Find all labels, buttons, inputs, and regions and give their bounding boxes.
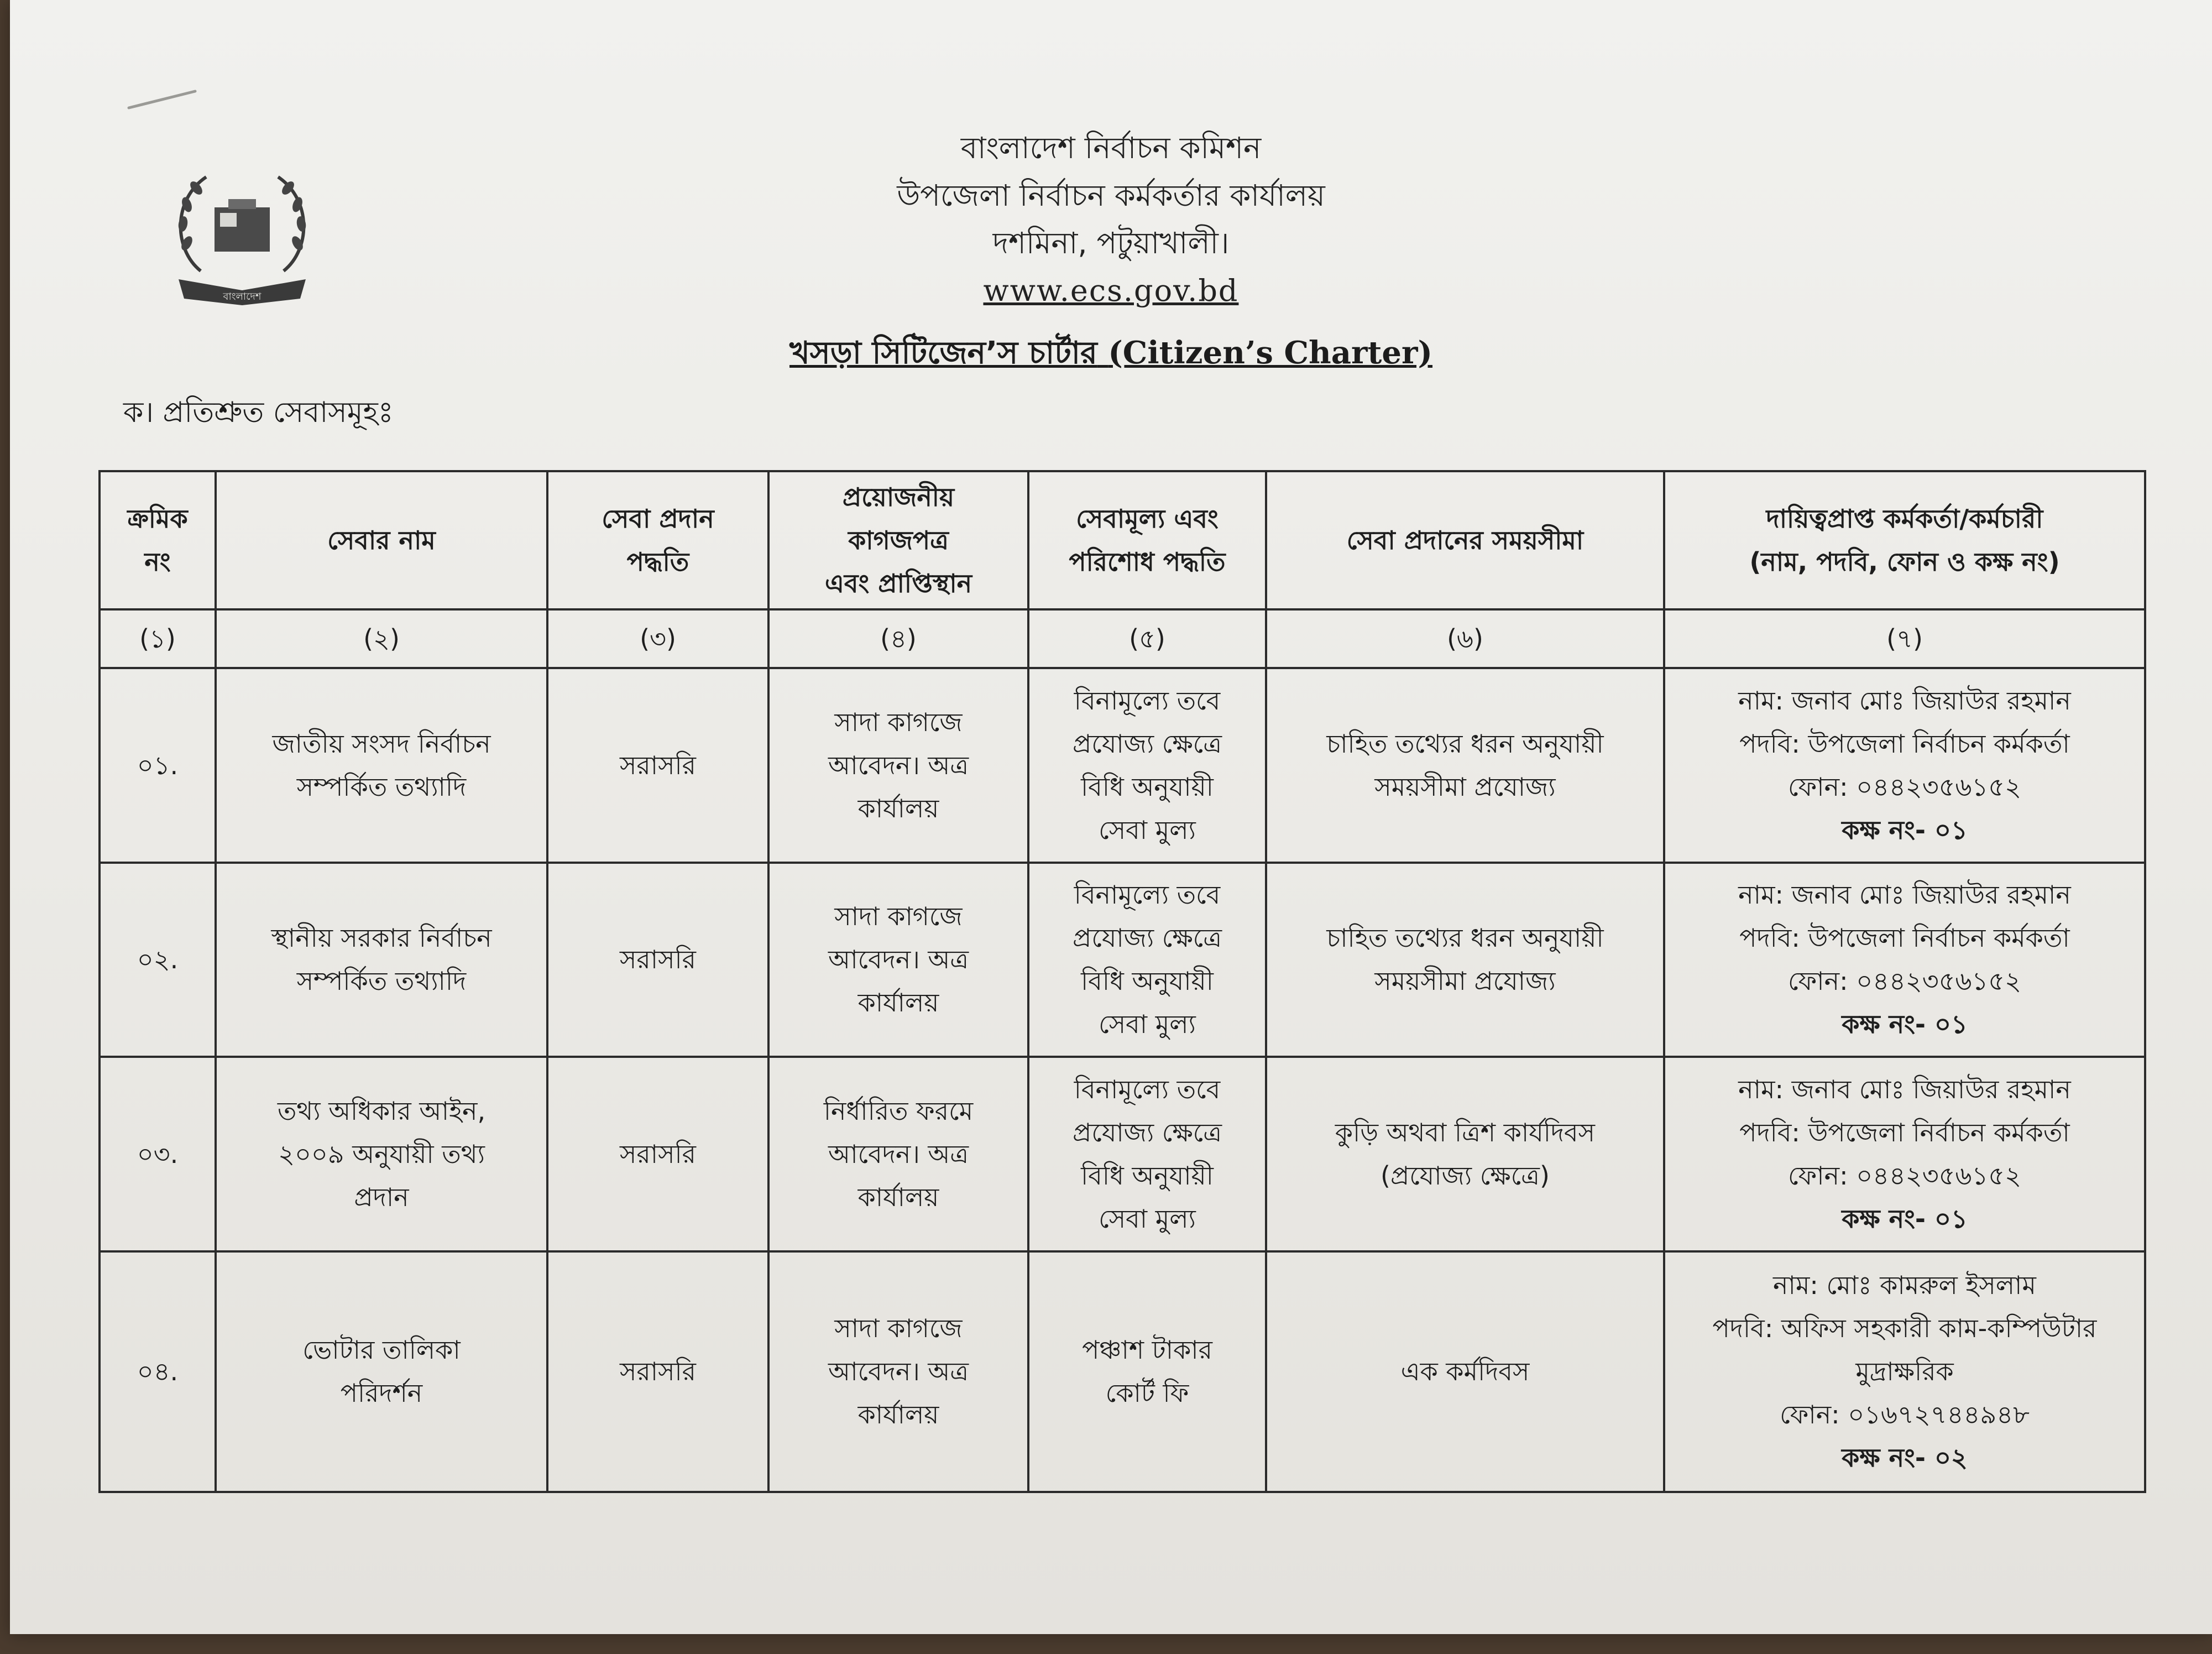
officer-designation: পদবি: উপজেলা নির্বাচন কর্মকর্তা [1739,728,2070,759]
row-serial: ০৩. [100,1057,216,1251]
officer-name: নাম: জনাব মোঃ জিয়াউর রহমান [1738,685,2071,716]
officer-room: কক্ষ নং- ০২ [1842,1443,1968,1473]
row-time-limit: কুড়ি অথবা ত্রিশ কার্যদিবস (প্রযোজ্য ক্ষেত্রে) [1266,1057,1664,1251]
title-bengali: খসড়া সিটিজেন’স চার্টার [789,335,1097,371]
header-fee: সেবামূল্য এবং পরিশোধ পদ্ধতি [1028,471,1266,609]
officer-room: কক্ষ নং- ০১ [1842,1203,1968,1234]
row-service-name: জাতীয় সংসদ নির্বাচন সম্পর্কিত তথ্যাদি [216,668,547,863]
website-link[interactable]: www.ecs.gov.bd [983,273,1239,308]
row-documents: সাদা কাগজে আবেদন। অত্র কার্যালয় [768,1251,1028,1492]
column-number: (৭) [1664,609,2145,668]
row-service-name: তথ্য অধিকার আইন, ২০০৯ অনুযায়ী তথ্য প্রদান [216,1057,547,1251]
header-responsible-officer: দায়িত্বপ্রাপ্ত কর্মকর্তা/কর্মচারী (নাম, পদবি, ফোন ও কক্ষ নং) [1664,471,2145,609]
row-service-method: সরাসরি [547,1251,768,1492]
officer-phone: ফোন: ০৪৪২৩৫৬১৫২ [1788,771,2021,802]
office-address: দশমিনা, পটুয়াখালী। [992,226,1230,260]
officer-room: কক্ষ নং- ০১ [1842,1009,1968,1040]
pencil-mark-icon [126,88,198,111]
column-number: (৪) [768,609,1028,668]
table-row [100,1251,2145,1492]
row-fee: বিনামূল্যে তবে প্রযোজ্য ক্ষেত্রে বিধি অনুযায়ী সেবা মুল্য [1028,863,1266,1057]
table-row [100,1057,2145,1251]
officer-room: কক্ষ নং- ০১ [1842,815,1968,845]
table-header-row [100,471,2145,609]
row-documents: নির্ধারিত ফরমে আবেদন। অত্র কার্যালয় [768,1057,1028,1251]
row-service-method: সরাসরি [547,863,768,1057]
document-header [10,124,2212,315]
header-serial: ক্রমিক নং [100,471,216,609]
row-service-name: স্থানীয় সরকার নির্বাচন সম্পর্কিত তথ্যাদি [216,863,547,1057]
column-number: (১) [100,609,216,668]
document-title [10,329,2212,381]
row-serial: ০৪. [100,1251,216,1492]
row-officer [1664,1057,2145,1251]
table-row [100,863,2145,1057]
column-number-row [100,609,2145,668]
officer-name: নাম: জনাব মোঃ জিয়াউর রহমান [1738,880,2071,910]
row-service-method: সরাসরি [547,668,768,863]
column-number: (৩) [547,609,768,668]
header-time-limit: সেবা প্রদানের সময়সীমা [1266,471,1664,609]
row-fee: বিনামূল্যে তবে প্রযোজ্য ক্ষেত্রে বিধি অনুযায়ী সেবা মুল্য [1028,668,1266,863]
header-service-name: সেবার নাম [216,471,547,609]
column-number: (৫) [1028,609,1266,668]
row-fee: পঞ্চাশ টাকার কোর্ট ফি [1028,1251,1266,1492]
row-serial: ০১. [100,668,216,863]
row-serial: ০২. [100,863,216,1057]
table-row [100,668,2145,863]
row-time-limit: চাহিত তথ্যের ধরন অনুযায়ী সময়সীমা প্রযোজ্য [1266,668,1664,863]
officer-phone: ফোন: ০১৬৭২৭৪৪৯৪৮ [1780,1400,2030,1430]
officer-designation: পদবি: উপজেলা নির্বাচন কর্মকর্তা [1739,1117,2070,1147]
officer-phone: ফোন: ০৪৪২৩৫৬১৫২ [1788,966,2021,996]
officer-name: নাম: মোঃ কামরুল ইসলাম [1773,1270,2036,1301]
officer-designation: পদবি: অফিস সহকারী কাম-কম্পিউটার [1712,1313,2097,1344]
section-label: ক। প্রতিশ্রুত সেবাসমূহঃ [123,396,394,429]
seal-ribbon-text: বাংলাদেশ [223,291,262,302]
row-service-method: সরাসরি [547,1057,768,1251]
row-documents: সাদা কাগজে আবেদন। অত্র কার্যালয় [768,863,1028,1057]
row-fee: বিনামূল্যে তবে প্রযোজ্য ক্ষেত্রে বিধি অনুযায়ী সেবা মুল্য [1028,1057,1266,1251]
header-service-method: সেবা প্রদান পদ্ধতি [547,471,768,609]
column-number: (৬) [1266,609,1664,668]
office-name: উপজেলা নির্বাচন কর্মকর্তার কার্যালয় [897,178,1325,213]
row-officer [1664,863,2145,1057]
officer-phone: ফোন: ০৪৪২৩৫৬১৫২ [1788,1160,2021,1191]
officer-name: নাম: জনাব মোঃ জিয়াউর রহমান [1738,1074,2071,1104]
row-time-limit: চাহিত তথ্যের ধরন অনুযায়ী সময়সীমা প্রযোজ্য [1266,863,1664,1057]
row-officer [1664,668,2145,863]
row-documents: সাদা কাগজে আবেদন। অত্র কার্যালয় [768,668,1028,863]
citizen-charter-table [98,470,2146,1493]
officer-designation-extra: মুদ্রাক্ষরিক [1855,1356,1954,1387]
officer-designation: পদবি: উপজেলা নির্বাচন কর্মকর্তা [1739,923,2070,953]
document-page [10,0,2212,1634]
row-time-limit: এক কর্মদিবস [1266,1251,1664,1492]
row-officer [1664,1251,2145,1492]
column-number: (২) [216,609,547,668]
organization-name: বাংলাদেশ নির্বাচন কমিশন [960,131,1262,165]
row-service-name: ভোটার তালিকা পরিদর্শন [216,1251,547,1492]
header-documents: প্রয়োজনীয় কাগজপত্র এবং প্রাপ্তিস্থান [768,471,1028,609]
title-english: (Citizen’s Charter) [1108,335,1433,371]
